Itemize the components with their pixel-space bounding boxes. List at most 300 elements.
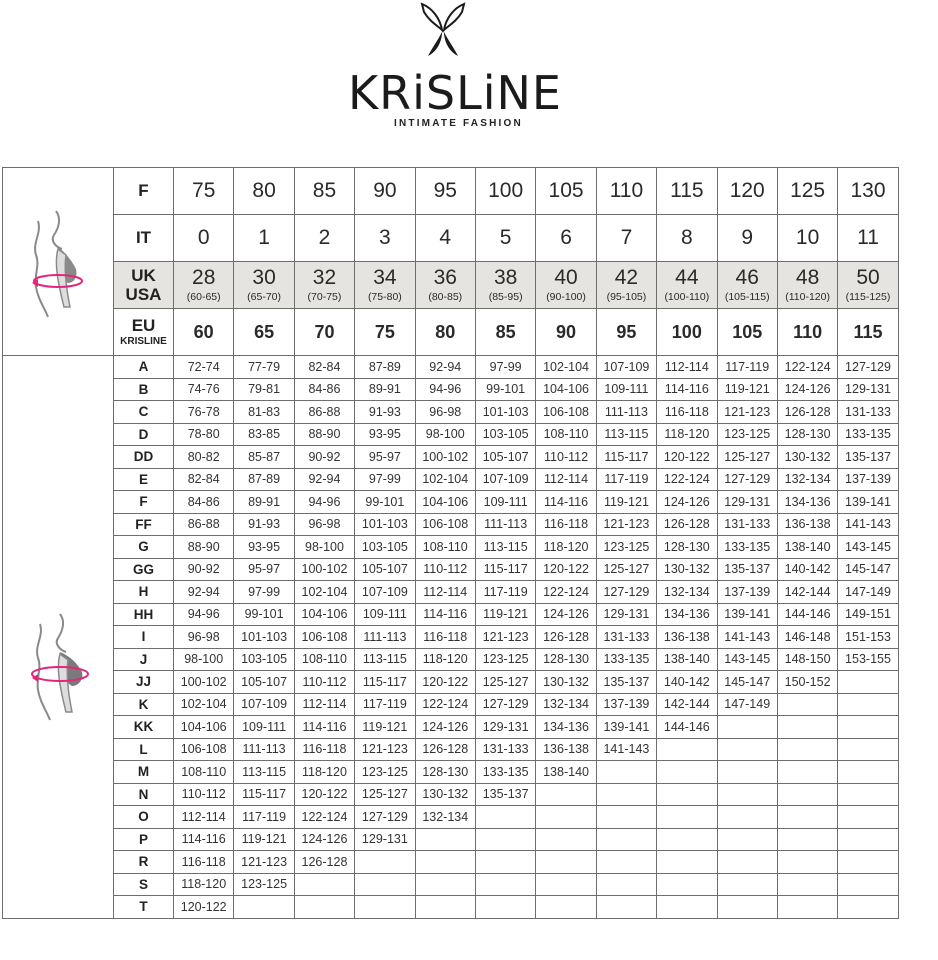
range-cell: 122-124: [777, 356, 837, 379]
range-cell: 133-135: [717, 536, 777, 559]
size-cell: [174, 262, 234, 309]
range-cell: [777, 896, 837, 919]
range-cell: 115-117: [234, 783, 294, 806]
range-cell: 140-142: [657, 671, 717, 694]
range-cell: 126-128: [536, 626, 596, 649]
range-cell: 128-130: [415, 761, 475, 784]
range-cell: 106-108: [415, 513, 475, 536]
size-cell: 110: [596, 168, 656, 215]
range-cell: 139-141: [838, 491, 898, 514]
range-cell: 118-120: [657, 423, 717, 446]
range-cell: 121-123: [717, 401, 777, 424]
cup-label: D: [114, 423, 174, 446]
range-cell: 138-140: [536, 761, 596, 784]
range-cell: 131-133: [475, 738, 535, 761]
range-cell: 141-143: [596, 738, 656, 761]
table-row: [3, 468, 899, 491]
range-cell: 80-82: [174, 446, 234, 469]
label-line: EU: [131, 315, 156, 335]
range-cell: 95-97: [355, 446, 415, 469]
range-cell: 119-121: [475, 603, 535, 626]
range-cell: 142-144: [657, 693, 717, 716]
range-cell: 119-121: [717, 378, 777, 401]
range-cell: [657, 738, 717, 761]
cup-label: M: [114, 761, 174, 784]
range-cell: [657, 828, 717, 851]
table-row: [3, 581, 899, 604]
size-cell: [838, 262, 898, 309]
table-row: [3, 851, 899, 874]
range-cell: 149-151: [838, 603, 898, 626]
range-cell: 93-95: [234, 536, 294, 559]
range-cell: 126-128: [294, 851, 354, 874]
range-cell: 102-104: [174, 693, 234, 716]
range-cell: 102-104: [536, 356, 596, 379]
cup-label: KK: [114, 716, 174, 739]
header-row: [3, 262, 899, 309]
size-cell: 95: [415, 168, 475, 215]
size-cell: 6: [536, 215, 596, 262]
label-line: KRISLINE: [120, 335, 167, 347]
range-cell: 101-103: [475, 401, 535, 424]
range-cell: 147-149: [717, 693, 777, 716]
uk-range: (115-125): [845, 290, 891, 303]
range-cell: 97-99: [475, 356, 535, 379]
range-cell: 91-93: [355, 401, 415, 424]
range-cell: 111-113: [475, 513, 535, 536]
range-cell: 109-111: [475, 491, 535, 514]
range-cell: 91-93: [234, 513, 294, 536]
range-cell: 100-102: [294, 558, 354, 581]
brand-header: [0, 0, 938, 140]
range-cell: 87-89: [355, 356, 415, 379]
range-cell: 123-125: [475, 648, 535, 671]
cup-label: A: [114, 356, 174, 379]
range-cell: [717, 828, 777, 851]
range-cell: 97-99: [234, 581, 294, 604]
range-cell: [536, 896, 596, 919]
range-cell: 116-118: [174, 851, 234, 874]
range-cell: [234, 896, 294, 919]
range-cell: 128-130: [777, 423, 837, 446]
range-cell: 90-92: [294, 446, 354, 469]
range-cell: 122-124: [415, 693, 475, 716]
range-cell: [717, 783, 777, 806]
uk-size: 34: [373, 265, 397, 289]
range-cell: 115-117: [355, 671, 415, 694]
header-label: IT: [114, 215, 174, 262]
table-row: [3, 693, 899, 716]
range-cell: 87-89: [234, 468, 294, 491]
range-cell: 138-140: [777, 536, 837, 559]
size-cell: [536, 262, 596, 309]
cup-label: R: [114, 851, 174, 874]
uk-size: 38: [493, 265, 518, 289]
range-cell: 97-99: [355, 468, 415, 491]
range-cell: 136-138: [657, 626, 717, 649]
range-cell: 147-149: [838, 581, 898, 604]
butterfly-icon: [418, 2, 468, 58]
cup-label: J: [114, 648, 174, 671]
uk-size: 44: [675, 265, 699, 289]
range-cell: 105-107: [234, 671, 294, 694]
cup-label: K: [114, 693, 174, 716]
range-cell: 125-127: [717, 446, 777, 469]
range-cell: 125-127: [596, 558, 656, 581]
range-cell: 127-129: [475, 693, 535, 716]
range-cell: 113-115: [355, 648, 415, 671]
cup-label: DD: [114, 446, 174, 469]
range-cell: 120-122: [415, 671, 475, 694]
range-cell: 88-90: [294, 423, 354, 446]
range-cell: 119-121: [596, 491, 656, 514]
range-cell: 108-110: [174, 761, 234, 784]
range-cell: 134-136: [657, 603, 717, 626]
range-cell: 130-132: [777, 446, 837, 469]
range-cell: 98-100: [174, 648, 234, 671]
uk-size: 32: [312, 265, 337, 289]
size-cell: 65: [234, 309, 294, 356]
range-cell: 77-79: [234, 356, 294, 379]
range-cell: 126-128: [415, 738, 475, 761]
size-cell: 4: [415, 215, 475, 262]
range-cell: 98-100: [415, 423, 475, 446]
range-cell: 138-140: [657, 648, 717, 671]
range-cell: [475, 806, 535, 829]
cup-label: O: [114, 806, 174, 829]
size-cell: 3: [355, 215, 415, 262]
range-cell: 118-120: [294, 761, 354, 784]
size-cell: [657, 262, 717, 309]
range-cell: 110-112: [415, 558, 475, 581]
range-cell: 94-96: [415, 378, 475, 401]
range-cell: 83-85: [234, 423, 294, 446]
header-row: [3, 215, 899, 262]
cup-label: G: [114, 536, 174, 559]
range-cell: 103-105: [234, 648, 294, 671]
uk-range: (105-115): [724, 290, 770, 303]
uk-size: 28: [192, 265, 216, 289]
range-cell: [657, 783, 717, 806]
range-cell: [838, 671, 898, 694]
table-row: [3, 828, 899, 851]
range-cell: [596, 851, 656, 874]
label-line: USA: [125, 285, 162, 304]
range-cell: [355, 851, 415, 874]
range-cell: 104-106: [536, 378, 596, 401]
uk-range: (100-110): [664, 290, 710, 303]
table-row: [3, 806, 899, 829]
uk-range: (95-105): [606, 290, 647, 303]
cup-label: L: [114, 738, 174, 761]
size-cell: 80: [415, 309, 475, 356]
range-cell: 108-110: [415, 536, 475, 559]
range-cell: 113-115: [234, 761, 294, 784]
range-cell: 141-143: [717, 626, 777, 649]
uk-range: (80-85): [428, 290, 463, 303]
uk-size: 40: [554, 265, 578, 289]
range-cell: 112-114: [294, 693, 354, 716]
range-cell: 109-111: [234, 716, 294, 739]
range-cell: 114-116: [657, 378, 717, 401]
range-cell: 117-119: [355, 693, 415, 716]
range-cell: [777, 806, 837, 829]
size-cell: 7: [596, 215, 656, 262]
range-cell: [596, 761, 656, 784]
range-cell: 129-131: [596, 603, 656, 626]
range-cell: 106-108: [294, 626, 354, 649]
range-cell: 118-120: [415, 648, 475, 671]
size-cell: [355, 262, 415, 309]
range-cell: 125-127: [355, 783, 415, 806]
range-cell: [717, 896, 777, 919]
range-cell: 108-110: [294, 648, 354, 671]
range-cell: 103-105: [475, 423, 535, 446]
range-cell: 117-119: [234, 806, 294, 829]
bust-figure-wrap: [3, 356, 113, 724]
range-cell: [717, 761, 777, 784]
uk-range: (65-70): [247, 290, 282, 303]
header-label: F: [114, 168, 174, 215]
size-cell: 1: [234, 215, 294, 262]
cup-label: HH: [114, 603, 174, 626]
range-cell: 82-84: [294, 356, 354, 379]
range-cell: 139-141: [717, 603, 777, 626]
uk-range: (75-80): [367, 290, 402, 303]
range-cell: 104-106: [415, 491, 475, 514]
range-cell: [415, 851, 475, 874]
size-cell: 105: [717, 309, 777, 356]
range-cell: 144-146: [777, 603, 837, 626]
range-cell: 111-113: [596, 401, 656, 424]
range-cell: 144-146: [657, 716, 717, 739]
size-cell: 90: [355, 168, 415, 215]
range-cell: [838, 896, 898, 919]
size-cell: 8: [657, 215, 717, 262]
range-cell: 120-122: [536, 558, 596, 581]
range-cell: 114-116: [294, 716, 354, 739]
range-cell: [838, 783, 898, 806]
range-cell: 127-129: [717, 468, 777, 491]
size-cell: 2: [294, 215, 354, 262]
table-row: [3, 536, 899, 559]
uk-range: (90-100): [546, 290, 586, 303]
range-cell: 110-112: [294, 671, 354, 694]
size-cell: [475, 262, 535, 309]
range-cell: 114-116: [536, 491, 596, 514]
size-cell: 115: [657, 168, 717, 215]
cup-label: C: [114, 401, 174, 424]
table-row: [3, 716, 899, 739]
range-cell: [777, 716, 837, 739]
cup-label: E: [114, 468, 174, 491]
range-cell: 135-137: [596, 671, 656, 694]
range-cell: 129-131: [355, 828, 415, 851]
range-cell: 94-96: [174, 603, 234, 626]
table-row: [3, 873, 899, 896]
range-cell: 130-132: [415, 783, 475, 806]
range-cell: [596, 806, 656, 829]
range-cell: 102-104: [415, 468, 475, 491]
range-cell: [777, 738, 837, 761]
range-cell: 92-94: [294, 468, 354, 491]
size-cell: 5: [475, 215, 535, 262]
size-cell: 100: [475, 168, 535, 215]
range-cell: [415, 896, 475, 919]
range-cell: [536, 828, 596, 851]
range-cell: [294, 896, 354, 919]
range-cell: 127-129: [596, 581, 656, 604]
range-cell: 120-122: [657, 446, 717, 469]
range-cell: 129-131: [838, 378, 898, 401]
table-row: [3, 356, 899, 379]
range-cell: 130-132: [536, 671, 596, 694]
table-row: [3, 671, 899, 694]
range-cell: 120-122: [174, 896, 234, 919]
range-cell: 98-100: [294, 536, 354, 559]
range-cell: [838, 806, 898, 829]
table-row: [3, 401, 899, 424]
range-cell: [838, 851, 898, 874]
cup-label: B: [114, 378, 174, 401]
size-cell: [415, 262, 475, 309]
range-cell: 135-137: [475, 783, 535, 806]
range-cell: 116-118: [294, 738, 354, 761]
range-cell: 131-133: [596, 626, 656, 649]
range-cell: [657, 761, 717, 784]
range-cell: 84-86: [294, 378, 354, 401]
range-cell: [657, 851, 717, 874]
range-cell: 117-119: [717, 356, 777, 379]
uk-range: (70-75): [307, 290, 342, 303]
range-cell: [717, 873, 777, 896]
range-cell: 139-141: [596, 716, 656, 739]
range-cell: 115-117: [596, 446, 656, 469]
table-row: [3, 423, 899, 446]
size-cell: [234, 262, 294, 309]
range-cell: [717, 716, 777, 739]
range-cell: 93-95: [355, 423, 415, 446]
cup-label: S: [114, 873, 174, 896]
range-cell: 89-91: [234, 491, 294, 514]
range-cell: 122-124: [657, 468, 717, 491]
range-cell: 112-114: [657, 356, 717, 379]
range-cell: 121-123: [234, 851, 294, 874]
table-row: [3, 446, 899, 469]
range-cell: 120-122: [294, 783, 354, 806]
table-row: [3, 738, 899, 761]
range-cell: [596, 896, 656, 919]
range-cell: 150-152: [777, 671, 837, 694]
header-label: [114, 262, 174, 309]
range-cell: 124-126: [294, 828, 354, 851]
range-cell: 116-118: [536, 513, 596, 536]
range-cell: 119-121: [234, 828, 294, 851]
range-cell: 148-150: [777, 648, 837, 671]
range-cell: [475, 873, 535, 896]
range-cell: 137-139: [596, 693, 656, 716]
range-cell: 105-107: [475, 446, 535, 469]
range-cell: [294, 873, 354, 896]
range-cell: 141-143: [838, 513, 898, 536]
range-cell: [838, 716, 898, 739]
range-cell: 103-105: [355, 536, 415, 559]
range-cell: 121-123: [355, 738, 415, 761]
size-cell: 130: [838, 168, 898, 215]
range-cell: 116-118: [657, 401, 717, 424]
range-cell: 109-111: [355, 603, 415, 626]
range-cell: 134-136: [777, 491, 837, 514]
range-cell: 133-135: [475, 761, 535, 784]
label-line: UK: [131, 266, 156, 285]
size-cell: 90: [536, 309, 596, 356]
range-cell: 106-108: [174, 738, 234, 761]
range-cell: 92-94: [415, 356, 475, 379]
range-cell: [657, 806, 717, 829]
cup-label: N: [114, 783, 174, 806]
range-cell: [777, 873, 837, 896]
underbust-figure-cell: [3, 168, 114, 356]
range-cell: 116-118: [415, 626, 475, 649]
size-cell: 110: [777, 309, 837, 356]
range-cell: 76-78: [174, 401, 234, 424]
cup-label: GG: [114, 558, 174, 581]
range-cell: 101-103: [234, 626, 294, 649]
range-cell: [838, 693, 898, 716]
size-cell: [777, 262, 837, 309]
table-row: [3, 761, 899, 784]
header-label: [114, 309, 174, 356]
range-cell: 82-84: [174, 468, 234, 491]
range-cell: 84-86: [174, 491, 234, 514]
range-cell: 135-137: [717, 558, 777, 581]
uk-size: 42: [614, 265, 639, 289]
range-cell: 124-126: [415, 716, 475, 739]
cup-label: H: [114, 581, 174, 604]
range-cell: 114-116: [415, 603, 475, 626]
range-cell: 104-106: [174, 716, 234, 739]
size-chart-table: [2, 167, 899, 919]
range-cell: 132-134: [657, 581, 717, 604]
cup-label: P: [114, 828, 174, 851]
range-cell: 112-114: [174, 806, 234, 829]
size-cell: 11: [838, 215, 898, 262]
size-cell: [294, 262, 354, 309]
range-cell: 124-126: [777, 378, 837, 401]
table-row: [3, 626, 899, 649]
range-cell: 131-133: [838, 401, 898, 424]
range-cell: 133-135: [596, 648, 656, 671]
bust-figure-cell: [3, 356, 114, 919]
range-cell: 132-134: [777, 468, 837, 491]
range-cell: 95-97: [234, 558, 294, 581]
range-cell: 136-138: [536, 738, 596, 761]
range-cell: [777, 828, 837, 851]
range-cell: 107-109: [355, 581, 415, 604]
range-cell: 132-134: [536, 693, 596, 716]
range-cell: 126-128: [777, 401, 837, 424]
cup-label: FF: [114, 513, 174, 536]
range-cell: 121-123: [475, 626, 535, 649]
range-cell: 117-119: [596, 468, 656, 491]
range-cell: 123-125: [355, 761, 415, 784]
range-cell: 85-87: [234, 446, 294, 469]
range-cell: [355, 873, 415, 896]
size-cell: [717, 262, 777, 309]
range-cell: 92-94: [174, 581, 234, 604]
range-cell: 153-155: [838, 648, 898, 671]
header-row: [3, 168, 899, 215]
